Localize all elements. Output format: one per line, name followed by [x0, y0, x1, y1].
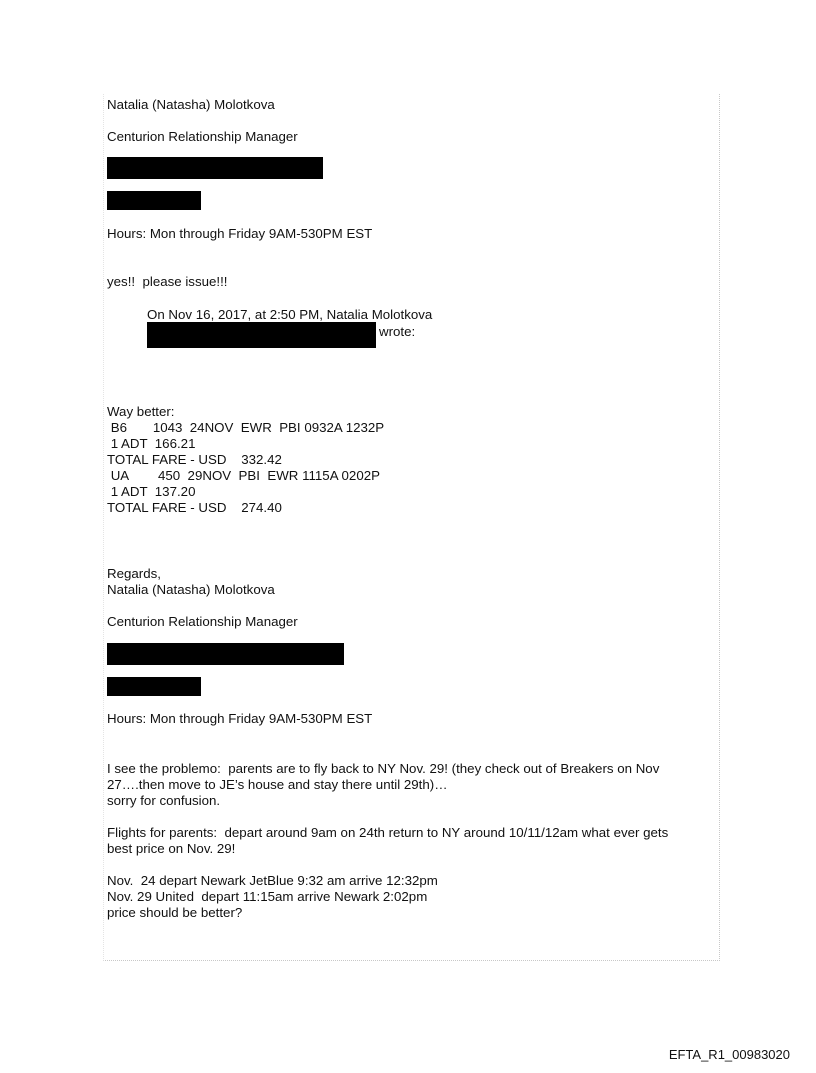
sender-title: Centurion Relationship Manager — [107, 129, 298, 144]
request-line: Nov. 24 depart Newark JetBlue 9:32 am arrive 12:32pm — [107, 873, 438, 888]
redacted-block — [107, 677, 201, 696]
office-hours: Hours: Mon through Friday 9AM-530PM EST — [107, 226, 373, 241]
redacted-block — [107, 191, 201, 210]
sender-name: Natalia (Natasha) Molotkova — [107, 582, 275, 597]
office-hours: Hours: Mon through Friday 9AM-530PM EST — [107, 711, 373, 726]
request-line: 27….then move to JE’s house and stay there until 29th)… — [107, 777, 448, 792]
itinerary-line: TOTAL FARE - USD 274.40 — [107, 500, 282, 515]
document-id: EFTA_R1_00983020 — [668, 1047, 790, 1062]
reply-text: yes!! please issue!!! — [107, 274, 228, 289]
itinerary-line: TOTAL FARE - USD 332.42 — [107, 452, 282, 467]
redacted-email — [147, 322, 376, 348]
request-line: I see the problemo: parents are to fly back to NY Nov. 29! (they check out of Breakers on Nov — [107, 761, 660, 776]
itinerary-line: B6 1043 24NOV EWR PBI 0932A 1232P — [107, 420, 385, 435]
request-line: sorry for confusion. — [107, 793, 221, 808]
request-line: price should be better? — [107, 905, 243, 920]
itinerary-line: UA 450 29NOV PBI EWR 1115A 0202P — [107, 468, 380, 483]
sender-name: Natalia (Natasha) Molotkova — [107, 97, 275, 112]
itinerary-intro: Way better: — [107, 404, 175, 419]
redacted-block — [107, 157, 323, 179]
itinerary-line: 1 ADT 166.21 — [107, 436, 196, 451]
itinerary-line: 1 ADT 137.20 — [107, 484, 196, 499]
sender-title: Centurion Relationship Manager — [107, 614, 298, 629]
request-line: best price on Nov. 29! — [107, 841, 236, 856]
regards-text: Regards, — [107, 566, 161, 581]
quote-header-line: On Nov 16, 2017, at 2:50 PM, Natalia Molotkova — [147, 307, 433, 322]
quote-header-wrote: wrote: — [379, 324, 416, 339]
request-line: Nov. 29 United depart 11:15am arrive Newark 2:02pm — [107, 889, 428, 904]
redacted-block — [107, 643, 344, 665]
request-line: Flights for parents: depart around 9am on 24th return to NY around 10/11/12am what ever gets — [107, 825, 669, 840]
